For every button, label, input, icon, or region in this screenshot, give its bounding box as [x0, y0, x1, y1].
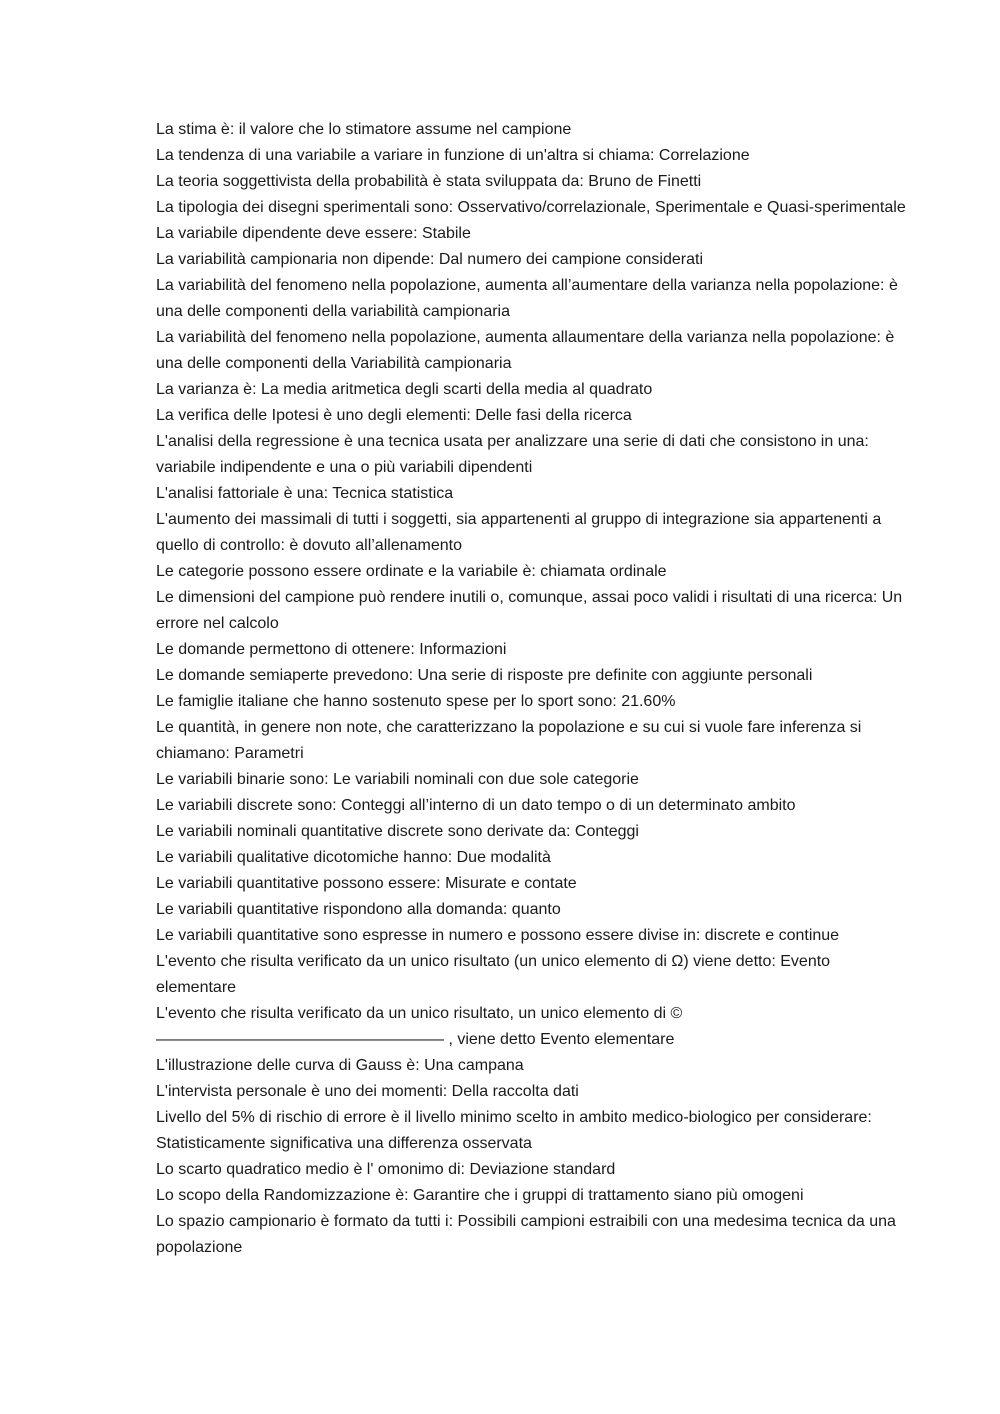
text-line: Le categorie possono essere ordinate e la variabile è: chiamata ordinale	[156, 563, 667, 580]
text-line: La tendenza di una variabile a variare in funzione di un'altra si chiama: Correlazione	[156, 147, 750, 164]
text-line: Le variabili discrete sono: Conteggi all’interno di un dato tempo o di un determinato ambito	[156, 797, 796, 814]
text-line: Lo scopo della Randomizzazione è: Garantire che i gruppi di trattamento siano più omogeni	[156, 1187, 804, 1204]
text-line: Le quantità, in genere non note, che caratterizzano la popolazione e su cui si vuole fare inferenza si chiamano: Parametri	[156, 719, 862, 762]
text-line: Lo scarto quadratico medio è l' omonimo di: Deviazione standard	[156, 1161, 616, 1178]
text-line: L'aumento dei massimali di tutti i soggetti, sia appartenenti al gruppo di integrazione sia appartenenti a quello di controllo: è dovuto all’allenamento	[156, 511, 882, 554]
text-line: La teoria soggettivista della probabilità è stata sviluppata da: Bruno de Finetti	[156, 173, 702, 190]
text-line: La varianza è: La media aritmetica degli scarti della media al quadrato	[156, 381, 653, 398]
text-line: L'illustrazione delle curva di Gauss è: Una campana	[156, 1057, 524, 1074]
text-line: L'evento che risulta verificato da un unico risultato, un unico elemento di ©—————————————————— , viene detto Evento elementare	[156, 1005, 683, 1048]
text-line: Le variabili quantitative possono essere: Misurate e contate	[156, 875, 577, 892]
text-line: La variabilità del fenomeno nella popolazione, aumenta allaumentare della varianza nella popolazione: è una delle componenti della Variabilità campionaria	[156, 329, 895, 372]
text-line: La stima è: il valore che lo stimatore assume nel campione	[156, 121, 572, 138]
text-line: La variabile dipendente deve essere: Stabile	[156, 225, 471, 242]
text-line: Le variabili binarie sono: Le variabili nominali con due sole categorie	[156, 771, 639, 788]
text-line: La variabilità campionaria non dipende: Dal numero dei campione considerati	[156, 251, 703, 268]
text-line: Le variabili quantitative rispondono alla domanda: quanto	[156, 901, 561, 918]
text-line: L'analisi fattoriale è una: Tecnica statistica	[156, 485, 454, 502]
text-line: Le variabili quantitative sono espresse in numero e possono essere divise in: discrete e continue	[156, 927, 840, 944]
text-lines	[156, 117, 906, 1261]
text-line: Le famiglie italiane che hanno sostenuto spese per lo sport sono: 21.60%	[156, 693, 676, 710]
text-line: Le variabili nominali quantitative discrete sono derivate da: Conteggi	[156, 823, 639, 840]
text-line: La tipologia dei disegni sperimentali sono: Osservativo/correlazionale, Sperimentale e Quasi-sperimentale	[156, 199, 906, 216]
text-line: Le domande permettono di ottenere: Informazioni	[156, 641, 507, 658]
text-line: Le variabili qualitative dicotomiche hanno: Due modalità	[156, 849, 551, 866]
text-line: Le dimensioni del campione può rendere inutili o, comunque, assai poco validi i risultati di una ricerca: Un errore nel calcolo	[156, 589, 903, 632]
text-line: L'analisi della regressione è una tecnica usata per analizzare una serie di dati che consistono in una: variabile indipendente e una o più variabili dipendenti	[156, 433, 869, 476]
text-line: L'intervista personale è uno dei momenti: Della raccolta dati	[156, 1083, 579, 1100]
text-line: L'evento che risulta verificato da un unico risultato (un unico elemento di Ω) viene detto: Evento elementare	[156, 953, 831, 996]
text-line: La verifica delle Ipotesi è uno degli elementi: Delle fasi della ricerca	[156, 407, 632, 424]
text-line: Livello del 5% di rischio di errore è il livello minimo scelto in ambito medico-biologico per considerare: Statisticamente significativa una differenza osservata	[156, 1109, 872, 1152]
text-line: La variabilità del fenomeno nella popolazione, aumenta all’aumentare della varianza nella popolazione: è una delle componenti della variabilità campionaria	[156, 277, 898, 320]
text-line: Le domande semiaperte prevedono: Una serie di risposte pre definite con aggiunte personali	[156, 667, 813, 684]
text-line: Lo spazio campionario è formato da tutti i: Possibili campioni estraibili con una medesima tecnica da una popolazione	[156, 1213, 896, 1256]
